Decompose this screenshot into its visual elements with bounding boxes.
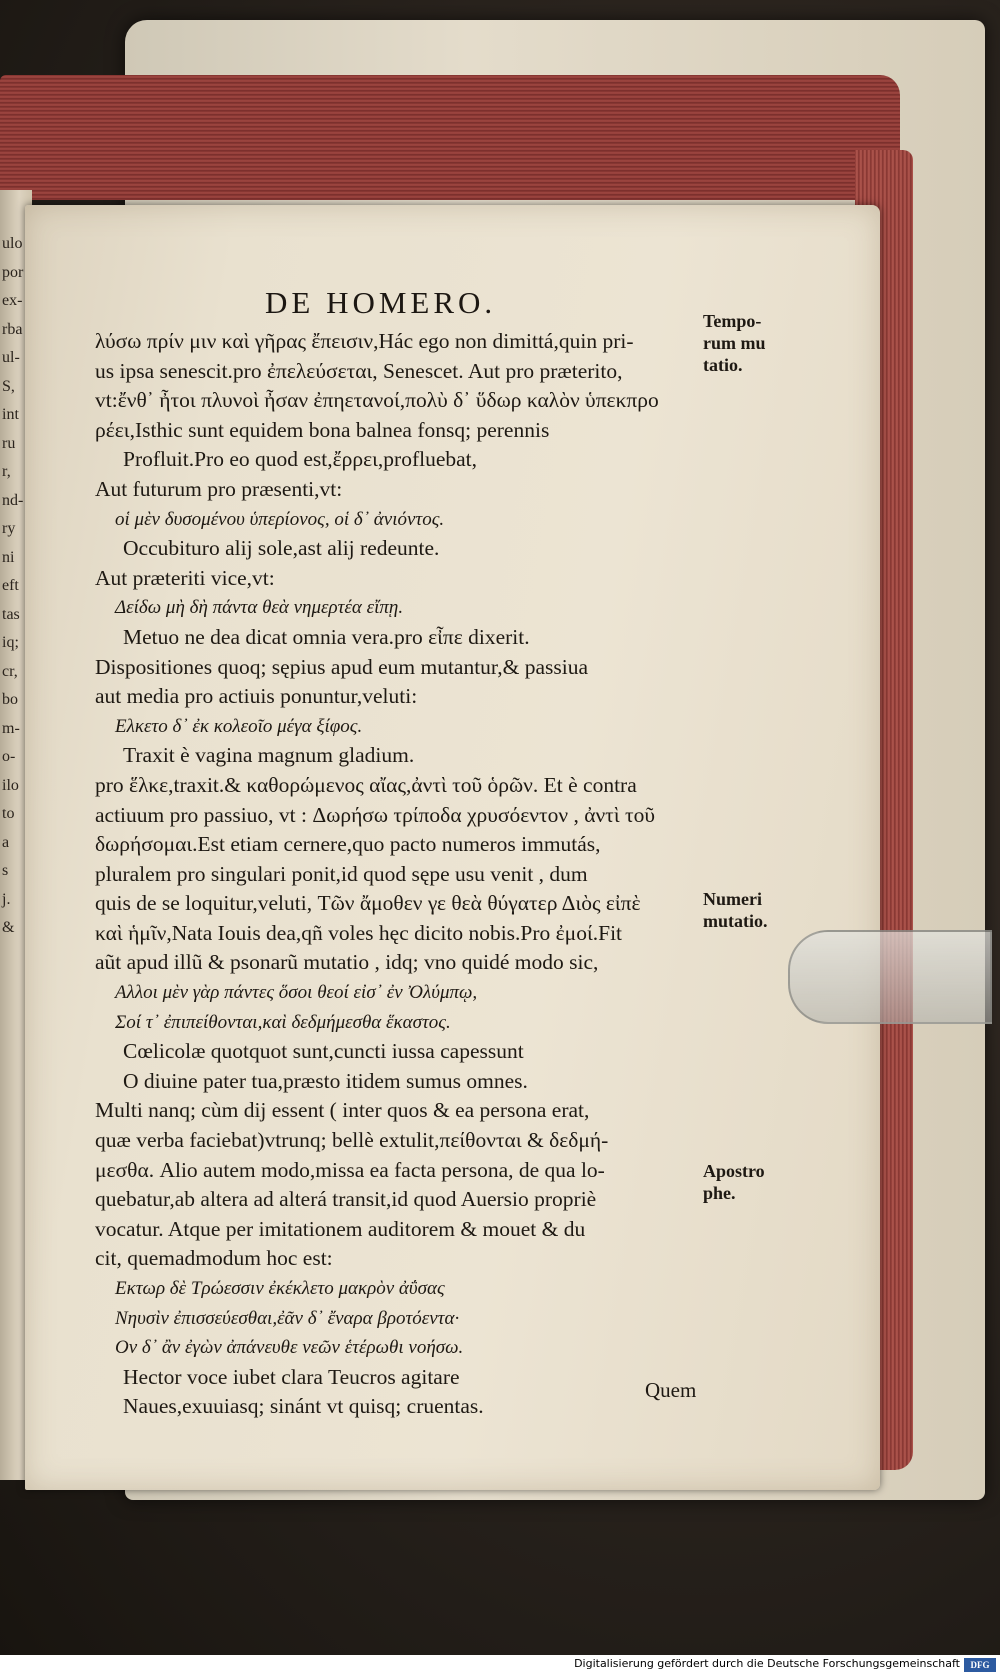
left-page-text-fragment: ni	[2, 548, 15, 566]
text-line: καὶ ἡμῖν,Nata Iouis dea,qñ voles hęc dicito nobis.Pro ἐμοί.Fit	[95, 920, 623, 945]
text-line: Σοί τ᾽ ἐπιπείθονται,καὶ δεδμήμεσθα ἕκαστος.	[115, 1011, 451, 1033]
left-page-text-fragment: iq;	[2, 634, 19, 651]
text-line: Aut præteriti vice,vt:	[95, 565, 275, 590]
dfg-logo: DFG	[964, 1658, 996, 1672]
left-page-text-fragment: j.	[2, 890, 11, 908]
left-page-text-fragment: bo	[2, 691, 18, 708]
text-line: Occubituro alij sole,ast alij redeunte.	[123, 536, 440, 561]
footer-bar	[0, 1655, 1000, 1675]
left-page-text-fragment: ul-	[2, 349, 20, 366]
text-line: cit, quemadmodum hoc est:	[95, 1246, 333, 1271]
left-page-text-fragment: ry	[2, 520, 16, 537]
text-line: aũt apud illũ & psonarũ mutatio , idq; vno quidé modo sic,	[95, 950, 599, 975]
margin-note-tempo: Tempo- rum mu tatio.	[703, 311, 766, 375]
text-line: Ον δ᾽ ἂν ἐγὼν ἀπάνευθε νεῶν ἑτέρωθι νοήσω.	[115, 1337, 464, 1359]
left-page-text-fragment: nd-	[2, 491, 24, 509]
text-line: quis de se loquitur,veluti, Τῶν ἄμοθεν γε θεὰ θύγατερ Διὸς εἰπὲ	[95, 891, 641, 916]
left-page-text-fragment: cr,	[2, 662, 18, 680]
text-line: Naues,exuuiasq; sinánt vt quisq; cruentas.	[123, 1394, 484, 1419]
left-page-text-fragment: tas	[2, 605, 20, 623]
text-line: vt:ἔνθ᾽ ἦτοι πλυνοὶ ἦσαν ἐπηετανοί,πολὺ δ᾽ ὕδωρ καλὸν ὑπεκπρο	[95, 388, 659, 413]
left-page-text-fragment: por	[2, 263, 24, 281]
left-page-text-fragment: eft	[2, 577, 19, 594]
left-page-text-fragment: ulo	[2, 235, 23, 252]
text-line: Profluit.Pro eo quod est,ἔρρει,profluebat,	[123, 447, 478, 472]
text-line: quebatur,ab altera ad alterá transit,id quod Auersio propriè	[95, 1187, 597, 1212]
left-page-text-fragment: &	[2, 919, 15, 936]
text-line: Hector voce iubet clara Teucros agitare	[123, 1364, 460, 1389]
footer-credit: Digitalisierung gefördert durch die Deutsche Forschungsgemeinschaft	[574, 1657, 960, 1670]
text-line: quæ verba faciebat)vtrunq; bellè extulit,πείθονται & δεδμή-	[95, 1128, 609, 1153]
margin-note-numeri: Numeri mutatio.	[703, 889, 768, 931]
left-page-text-fragment: to	[2, 805, 15, 822]
text-line: Δείδω μὴ δὴ πάντα θεὰ νημερτέα εἴπῃ.	[115, 597, 404, 619]
text-line: Aut futurum pro præsenti,vt:	[95, 476, 343, 501]
catchword: Quem	[645, 1378, 697, 1402]
text-line: ρέει,Isthic sunt equidem bona balnea fonsq; perennis	[95, 417, 550, 442]
left-page-text-fragment: s	[2, 862, 9, 879]
text-line: μεσθα. Alio autem modo,missa ea facta persona, de qua lo-	[95, 1157, 605, 1182]
text-line: Cœlicolæ quotquot sunt,cuncti iussa capessunt	[123, 1039, 524, 1064]
text-line: Νηυσὶν ἐπισσεύεσθαι,ἐᾶν δ᾽ ἔναρα βροτόεντα·	[115, 1307, 460, 1329]
left-page-text-fragment: m-	[2, 719, 20, 737]
left-page-text-fragment: ex-	[2, 292, 23, 309]
text-line: Εκτωρ δὲ Τρώεσσιν ἐκέκλετο μακρὸν ἀΰσας	[115, 1278, 445, 1299]
text-line: λύσω πρίν μιν καὶ γῆρας ἔπεισιν,Hác ego non dimittá,quin pri-	[95, 329, 634, 353]
text-line: Αλλοι μὲν γὰρ πάντες ὅσοι θεοί εἰσ᾽ ἐν Ὀλύμπῳ,	[115, 982, 478, 1004]
text-line: vocatur. Atque per imitationem auditorem & mouet & du	[95, 1216, 586, 1241]
left-page-text-fragment: ilo	[2, 776, 19, 794]
text-line: Traxit è vagina magnum gladium.	[123, 743, 415, 768]
text-line: οἱ μὲν δυσομένου ὑπερίονος, οἱ δ᾽ ἀνιόντος.	[115, 508, 445, 530]
running-title: DE HOMERO.	[265, 285, 497, 320]
text-line: us ipsa senescit.pro ἐπελεύσεται, Senescet. Aut pro præterito,	[95, 358, 623, 383]
text-line: pluralem pro singulari ponit,id quod sępe usu venit , dum	[95, 861, 588, 886]
left-page-text-fragment: a	[2, 833, 10, 851]
text-line: actiuum pro passiuo, vt : Δωρήσω τρίποδα χρυσόεντον , ἀντὶ τοῦ	[95, 802, 656, 827]
left-page-text-fragment: o-	[2, 748, 16, 765]
page-body	[95, 327, 755, 1422]
text-line: Dispositiones quoq; sępius apud eum mutantur,& passiua	[95, 654, 588, 679]
text-line: O diuine pater tua,præsto itidem sumus omnes.	[123, 1068, 528, 1093]
left-page-text-fragment: ru	[2, 434, 16, 452]
left-page-text-fragment: int	[2, 406, 19, 423]
text-line: Multi nanq; cùm dij essent ( inter quos & ea persona erat,	[95, 1098, 590, 1123]
page-edges-top	[0, 75, 900, 200]
left-page-text-fragment: r,	[2, 463, 11, 480]
text-line: Ελκετο δ᾽ ἐκ κολεοῖο μέγα ξίφος.	[115, 715, 363, 737]
left-page-text-fragment: rba	[2, 320, 23, 338]
text-line: δωρήσομαι.Est etiam cernere,quo pacto numeros immutás,	[95, 832, 601, 857]
left-page-text-fragment: S,	[2, 377, 15, 395]
text-line: pro ἕλκε,traxit.& καθορώμενος αἴας,ἀντὶ τοῦ ὁρῶν. Et è contra	[95, 772, 637, 797]
margin-note-apostrophe: Apostro phe.	[703, 1161, 765, 1203]
text-line: aut media pro actiuis ponuntur,veluti:	[95, 684, 418, 709]
page-clip	[788, 930, 992, 1024]
text-line: Metuo ne dea dicat omnia vera.pro εἶπε dixerit.	[123, 624, 530, 649]
